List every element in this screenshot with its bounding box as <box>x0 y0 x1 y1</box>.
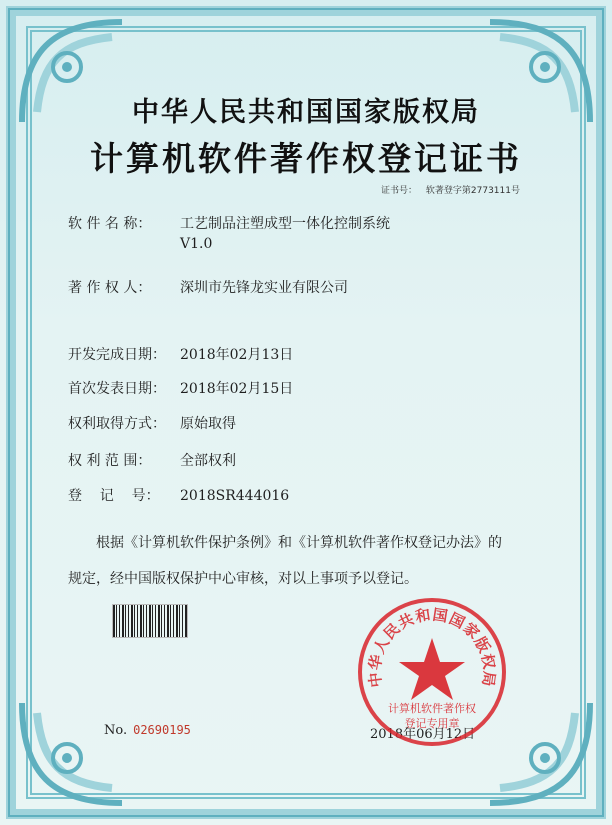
field-registration-number <box>68 485 289 505</box>
statement-line-1: 根据《计算机软件保护条例》和《计算机软件著作权登记办法》的 <box>96 535 502 551</box>
serial-number-value: 02690195 <box>133 723 191 737</box>
serial-number <box>104 723 191 738</box>
registration-number-label: 登 记 号： <box>68 488 160 504</box>
registration-number-value: 2018SR444016 <box>180 488 290 504</box>
field-software-name <box>68 213 390 252</box>
certificate-title: 计算机软件著作权登记证书 <box>90 139 522 178</box>
copyright-owner-value: 深圳市先锋龙实业有限公司 <box>180 280 348 296</box>
acquisition-method-value: 原始取得 <box>180 416 236 432</box>
field-first-publication-date <box>68 378 293 398</box>
certificate-number <box>381 183 520 196</box>
acquisition-method-label: 权利取得方式： <box>68 416 166 432</box>
completion-date-value: 2018年02月13日 <box>180 347 294 363</box>
certificate-number-value: 软著登字第2773111号 <box>425 186 520 196</box>
seal-ring-text: 中华人民共和国国家版权局 <box>365 605 499 689</box>
issue-date: 2018年06月12日 <box>370 727 476 742</box>
barcode-icon <box>112 604 188 638</box>
software-name-value: 工艺制品注塑成型一体化控制系统 <box>180 216 390 232</box>
field-copyright-owner <box>68 277 348 297</box>
rights-scope-label: 权 利 范 围： <box>68 453 152 469</box>
official-seal <box>356 596 508 748</box>
issuing-authority: 中华人民共和国国家版权局 <box>132 97 480 128</box>
field-completion-date <box>68 344 293 364</box>
certificate-number-label: 证书号： <box>381 186 418 196</box>
field-acquisition-method <box>68 413 236 433</box>
serial-number-label: No. <box>104 723 128 738</box>
completion-date-label: 开发完成日期： <box>68 347 166 363</box>
software-name-label: 软 件 名 称： <box>68 216 152 232</box>
statement-line-2: 规定，经中国版权保护中心审核，对以上事项予以登记。 <box>68 571 418 587</box>
first-publication-date-label: 首次发表日期： <box>68 381 166 397</box>
seal-star-icon <box>399 638 465 700</box>
first-publication-date-value: 2018年02月15日 <box>180 381 294 397</box>
field-rights-scope <box>68 450 236 470</box>
seal-inner-line-1: 计算机软件著作权 <box>388 702 476 715</box>
rights-scope-value: 全部权利 <box>180 453 236 469</box>
corner-ornament-icon <box>12 693 132 813</box>
software-version: V1.0 <box>180 236 213 252</box>
seal-inner-line-2: 登记专用章 <box>404 717 460 730</box>
copyright-owner-label: 著 作 权 人： <box>68 280 152 296</box>
